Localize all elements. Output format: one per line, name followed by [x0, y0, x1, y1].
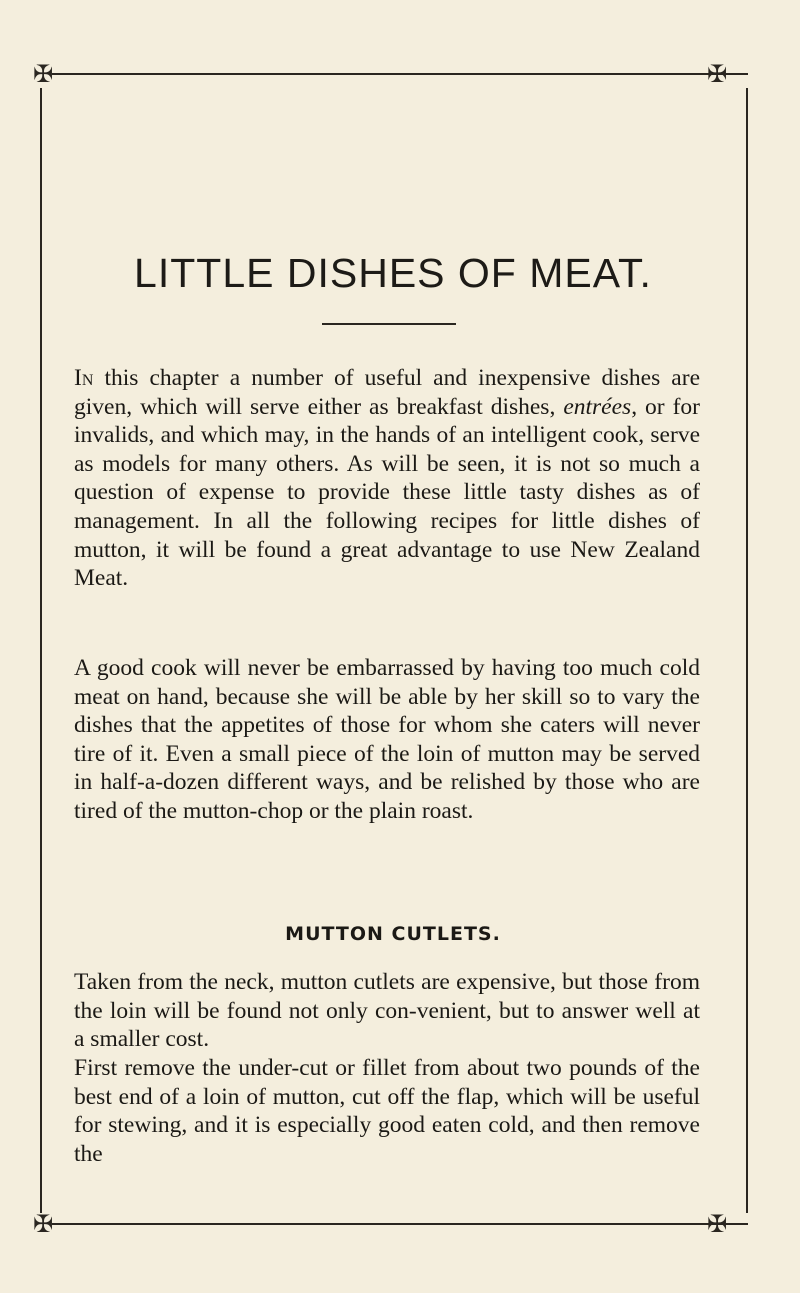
border-top-rule: [52, 73, 748, 75]
italic-term: entrées: [563, 393, 632, 420]
intro-text-end: , or for invalids, and which may, in the hands of an intelligent cook, serve as models for many others. As will be seen, it is not so much a question of expense to provide these little tasty dishes as of management. In all the following recipes for little dishes of mutton, it will be found a great advantage to use New Zealand Meat.: [74, 393, 700, 592]
intro-paragraph: [74, 364, 700, 593]
cross-pattee-icon: ✠: [706, 1210, 728, 1238]
title-underline-rule: [322, 323, 456, 325]
paragraph-2: A good cook will never be embarrassed by having too much cold meat on hand, because she will be able by her skill so to vary the dishes that the appetites of those for whom she caters will never tire of it. Even a small piece of the loin of mutton may be served in half-a-dozen different ways, and be relished by those who are tired of the mutton-chop or the plain roast.: [74, 655, 700, 824]
lead-in-word: In: [74, 365, 94, 391]
cross-pattee-icon: ✠: [706, 60, 728, 88]
paragraph-3: Taken from the neck, mutton cutlets are expensive, but those from the loin will be found not only con-venient, but to answer well at a smaller cost.: [74, 969, 700, 1053]
section-heading: MUTTON CUTLETS.: [285, 923, 501, 945]
border-right-rule: [746, 88, 748, 1213]
cross-pattee-icon: ✠: [32, 1210, 54, 1238]
border-bottom-rule: [52, 1223, 748, 1225]
cross-pattee-icon: ✠: [32, 60, 54, 88]
intro-text-start: this chapter a number of useful and inexpensive dishes are given, which will serve either as breakfast dishes,: [74, 365, 700, 420]
paragraph-4: First remove the under-cut or fillet from about two pounds of the best end of a loin of mutton, cut off the flap, which will be useful for stewing, and it is especially good eaten cold, and then remove the: [74, 1055, 700, 1167]
chapter-title: LITTLE DISHES OF MEAT.: [134, 250, 652, 296]
